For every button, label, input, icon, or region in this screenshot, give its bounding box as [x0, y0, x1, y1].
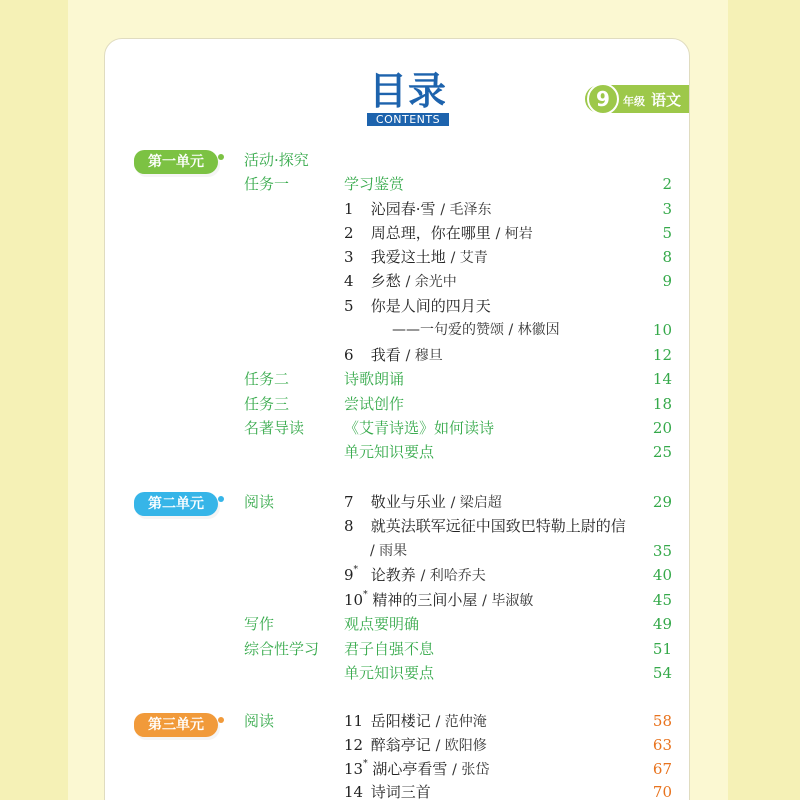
lesson-number: 4 — [344, 272, 354, 290]
entry-line[interactable] — [344, 245, 488, 270]
page-number: 58 — [652, 712, 672, 730]
entry-line[interactable] — [344, 514, 626, 538]
toc-row[interactable] — [0, 392, 800, 416]
page-number: 9 — [662, 272, 672, 290]
unit-badge-1: 第一单元 — [134, 150, 218, 174]
entry-line[interactable] — [344, 343, 443, 368]
lesson-number: 2 — [344, 224, 354, 242]
unit-badge-3: 第三单元 — [134, 713, 218, 737]
entry-line[interactable] — [344, 490, 502, 515]
page-number: 20 — [652, 419, 672, 437]
grade-number: 9 — [587, 83, 619, 115]
toc-row[interactable] — [0, 757, 800, 781]
lesson-number: 6 — [344, 346, 354, 364]
toc-row[interactable] — [0, 733, 800, 757]
entry-author: / 毕淑敏 — [482, 593, 534, 609]
entry-author: / 张岱 — [452, 762, 490, 778]
entry-title: 沁园春·雪 — [370, 200, 436, 218]
toc-row[interactable] — [0, 514, 800, 538]
subject-label: 语文 — [651, 91, 682, 109]
section-label: 阅读 — [244, 712, 275, 730]
grade-word: 年级 — [623, 95, 645, 108]
toc-row[interactable] — [0, 661, 800, 685]
entry-title[interactable]: 诗歌朗诵 — [344, 370, 405, 388]
page-number: 2 — [662, 175, 672, 193]
entry-title[interactable]: 《艾青诗选》如何读诗 — [344, 419, 495, 437]
lesson-number: 11 — [344, 712, 364, 730]
page-number: 45 — [652, 591, 672, 609]
toc-row[interactable] — [0, 780, 800, 800]
entry-line[interactable] — [344, 757, 489, 782]
page-number: 5 — [662, 224, 672, 242]
toc-row[interactable] — [0, 367, 800, 391]
section-label: 活动·探究 — [244, 151, 309, 169]
entry-author: / 利哈乔夫 — [420, 568, 486, 584]
entry-author: / 范仲淹 — [435, 714, 487, 730]
entry-title: 论教养 — [370, 566, 416, 584]
entry-line[interactable] — [344, 563, 486, 588]
entry-title: 我爱这土地 — [370, 248, 446, 266]
entry-author: / 穆旦 — [405, 348, 443, 364]
section-label: 任务三 — [244, 395, 290, 413]
toc-row[interactable] — [0, 245, 800, 269]
page-number: 40 — [652, 566, 672, 584]
page-number: 10 — [652, 321, 672, 339]
page-number: 8 — [662, 248, 672, 266]
toc-row[interactable] — [0, 294, 800, 318]
lesson-number: 13* — [344, 759, 368, 778]
toc-row — [0, 318, 800, 342]
page-subtitle: CONTENTS — [367, 113, 449, 126]
section-label: 任务一 — [244, 175, 290, 193]
toc-row[interactable] — [0, 172, 800, 196]
page-number: 14 — [652, 370, 672, 388]
page-number: 18 — [652, 395, 672, 413]
toc-row[interactable] — [0, 637, 800, 661]
entry-author: / 柯岩 — [495, 226, 533, 242]
entry-title: 精神的三间小屋 — [372, 591, 478, 609]
toc-row[interactable] — [0, 269, 800, 293]
toc-row[interactable] — [0, 563, 800, 587]
page-number: 67 — [652, 760, 672, 778]
entry-title[interactable]: 单元知识要点 — [344, 443, 435, 461]
section-label: 名著导读 — [244, 419, 305, 437]
entry-author: / 欧阳修 — [435, 738, 487, 754]
page-number: 35 — [652, 542, 672, 560]
entry-line[interactable] — [344, 588, 533, 613]
entry-title: 你是人间的四月天 — [370, 297, 491, 315]
entry-title[interactable]: 君子自强不息 — [344, 640, 435, 658]
page-number: 3 — [662, 200, 672, 218]
lesson-number: 8 — [344, 517, 354, 535]
entry-title: 就英法联军远征中国致巴特勒上尉的信 — [370, 517, 626, 535]
page-number: 12 — [652, 346, 672, 364]
lesson-number: 1 — [344, 200, 354, 218]
unit-badge-2: 第二单元 — [134, 492, 218, 516]
entry-title[interactable]: 观点要明确 — [344, 615, 420, 633]
lesson-number: 3 — [344, 248, 354, 266]
entry-line[interactable] — [344, 221, 533, 246]
page-number: 29 — [652, 493, 672, 511]
toc-row[interactable] — [0, 221, 800, 245]
entry-title[interactable]: 尝试创作 — [344, 395, 405, 413]
entry-title: 醉翁亭记 — [370, 736, 431, 754]
entry-title: 诗词三首 — [370, 783, 431, 800]
page-number: 63 — [652, 736, 672, 754]
entry-line[interactable] — [344, 197, 492, 222]
entry-author: / 余光中 — [405, 274, 457, 290]
page-number: 49 — [652, 615, 672, 633]
grade-subject-tab — [585, 85, 689, 113]
entry-author: / 雨果 — [370, 543, 408, 559]
entry-title: 湖心亭看雪 — [372, 760, 448, 778]
toc-row — [0, 539, 800, 563]
lesson-number: 12 — [344, 736, 364, 754]
entry-line[interactable] — [344, 269, 457, 294]
toc-row[interactable] — [0, 588, 800, 612]
page-number: 70 — [652, 783, 672, 800]
entry-line[interactable] — [344, 733, 487, 758]
toc-row[interactable] — [0, 440, 800, 464]
entry-line[interactable] — [344, 780, 431, 800]
toc-row[interactable] — [0, 343, 800, 367]
entry-line[interactable] — [344, 294, 491, 318]
section-label: 综合性学习 — [244, 640, 320, 658]
toc-row[interactable] — [0, 197, 800, 221]
toc-row[interactable] — [0, 490, 800, 514]
entry-title[interactable]: 学习鉴赏 — [344, 175, 405, 193]
lesson-number: 7 — [344, 493, 354, 511]
section-label: 任务二 — [244, 370, 290, 388]
entry-title[interactable]: 单元知识要点 — [344, 664, 435, 682]
toc-row[interactable] — [0, 709, 800, 733]
entry-line[interactable] — [344, 709, 487, 734]
entry-title: 岳阳楼记 — [370, 712, 431, 730]
entry-title: 敬业与乐业 — [370, 493, 446, 511]
page-number: 25 — [652, 443, 672, 461]
page-number: 51 — [652, 640, 672, 658]
lesson-number: 10* — [344, 590, 368, 609]
entry-author: / 梁启超 — [450, 495, 502, 511]
entry-title: 我看 — [370, 346, 401, 364]
toc-row[interactable] — [0, 416, 800, 440]
entry-title: 乡愁 — [370, 272, 401, 290]
lesson-number: 9* — [344, 565, 359, 584]
page-number: 54 — [652, 664, 672, 682]
entry-author: / 艾青 — [450, 250, 488, 266]
entry-author: / 毛泽东 — [440, 202, 492, 218]
section-label: 阅读 — [244, 493, 275, 511]
page-title: 目录 — [368, 69, 447, 113]
lesson-number: 5 — [344, 297, 354, 315]
title-block — [367, 71, 449, 126]
toc-row[interactable] — [0, 612, 800, 636]
entry-title: 周总理，你在哪里 — [370, 224, 491, 242]
entry-subtitle-author: ——一句爱的赞颂 / 林徽因 — [392, 322, 560, 338]
section-label: 写作 — [244, 615, 275, 633]
lesson-number: 14 — [344, 783, 364, 800]
toc-row — [0, 148, 800, 172]
